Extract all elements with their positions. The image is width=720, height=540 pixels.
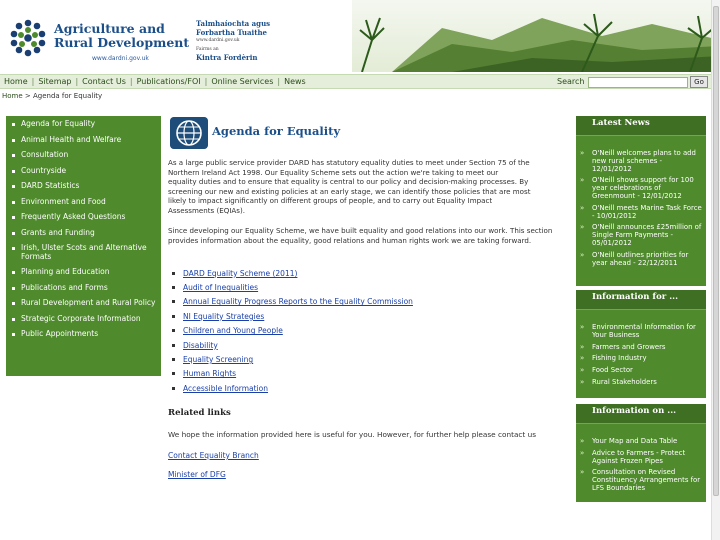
sidebar-item-label: Strategic Corporate Information — [21, 313, 141, 323]
related-links-heading: Related links — [168, 408, 231, 418]
news-item-text: O'Neill meets Marine Task Force - 10/01/2012 — [592, 203, 702, 220]
link-contact-equality-branch[interactable]: Contact Equality Branch — [168, 451, 259, 460]
sidebar-item-publications-forms[interactable] — [10, 284, 157, 293]
site-url: www.dardni.gov.uk — [92, 55, 149, 62]
double-arrow-icon: » — [580, 366, 585, 375]
latest-news-title: Latest News — [576, 116, 706, 136]
list-item — [172, 338, 413, 352]
help-text: We hope the information provided here is useful for you. However, for further help please contact us — [168, 430, 537, 439]
nav-separator: | — [129, 77, 133, 86]
bullet-icon — [172, 300, 175, 303]
breadcrumb — [2, 92, 102, 100]
nav-sitemap[interactable]: Sitemap — [38, 77, 72, 86]
double-arrow-icon: » — [580, 176, 585, 185]
info-for-item-text: Rural Stakeholders — [592, 377, 657, 386]
sidebar-item-label: Animal Health and Welfare — [21, 134, 122, 144]
bullet-icon — [172, 315, 175, 318]
sidebar-item-label: Planning and Education — [21, 267, 110, 276]
info-on-item-text: Consultation on Revised Constituency Arrangements for LFS Boundaries — [592, 468, 701, 492]
info-for-item[interactable] — [580, 367, 702, 375]
irish-line3: Kintra Fordèrin — [196, 53, 258, 62]
information-on-panel — [576, 404, 706, 502]
bullet-icon — [12, 247, 15, 250]
news-item[interactable] — [580, 224, 702, 247]
info-for-item-text: Fishing Industry — [592, 354, 647, 363]
double-arrow-icon: » — [580, 223, 585, 232]
double-arrow-icon: » — [580, 448, 585, 457]
sidebar-item-strategic-corporate[interactable] — [10, 315, 157, 324]
info-on-item-text: Your Map and Data Table — [592, 437, 678, 445]
link-minister[interactable]: Minister of DFG — [168, 470, 226, 479]
intro-line: likely to impact significantly on different groups of people, and to carry out Equality Impact — [168, 196, 493, 205]
sidebar-item-label: Grants and Funding — [21, 227, 95, 237]
double-arrow-icon: » — [580, 377, 585, 386]
sidebar-item-environment-food[interactable] — [10, 198, 157, 207]
sidebar-item-dard-statistics[interactable] — [10, 182, 157, 191]
info-for-item[interactable] — [580, 379, 702, 387]
left-sidebar — [6, 116, 161, 376]
bullet-icon — [172, 358, 175, 361]
news-item-text: O'Neill announces £25million of Single Farm Payments - 05/01/2012 — [592, 223, 702, 247]
bullet-icon — [12, 154, 15, 157]
breadcrumb-home[interactable]: Home — [2, 92, 23, 100]
link-ni-equality-strategies[interactable]: NI Equality Strategies — [183, 311, 265, 321]
sidebar-item-public-appointments[interactable] — [10, 330, 157, 339]
vertical-scrollbar[interactable] — [711, 0, 720, 540]
link-equality-screening[interactable]: Equality Screening — [183, 355, 254, 365]
search-input[interactable] — [588, 77, 688, 88]
bullet-icon — [172, 344, 175, 347]
header-landscape-image — [352, 0, 720, 72]
breadcrumb-separator: > — [22, 92, 33, 100]
double-arrow-icon: » — [580, 342, 585, 351]
list-item — [172, 295, 413, 309]
scrollbar-thumb[interactable] — [713, 6, 719, 496]
information-on-list — [576, 424, 706, 501]
news-item-text: O'Neill shows support for 100 year celebrations of Greenmount - 12/01/2012 — [592, 176, 694, 200]
sidebar-item-label: Irish, Ulster Scots and Alternative Formats — [21, 243, 147, 261]
nav-news[interactable]: News — [284, 77, 306, 86]
list-item — [172, 367, 413, 381]
list-item — [172, 266, 413, 280]
bullet-icon — [12, 123, 15, 126]
breadcrumb-current: Agenda for Equality — [33, 92, 103, 100]
scheme-line: provides information about the equality, good relations and human rights work we are taking forward. — [168, 235, 532, 245]
double-arrow-icon: » — [580, 468, 585, 477]
equality-link-list — [172, 266, 413, 396]
bullet-icon — [12, 201, 15, 204]
double-arrow-icon: » — [580, 203, 585, 212]
sidebar-item-label: Agenda for Equality — [21, 119, 96, 128]
intro-line: equality duties and to ensure that equality is central to our policy and decision-making processes. By — [168, 177, 529, 186]
sidebar-item-rural-development[interactable] — [10, 299, 157, 308]
list-item — [172, 352, 413, 366]
nav-separator: | — [204, 77, 208, 86]
bullet-icon — [172, 329, 175, 332]
nav-items — [2, 77, 308, 86]
scheme-line: Since developing our Equality Scheme, we have built equality and good relations into our work. This section — [168, 226, 553, 235]
double-arrow-icon: » — [580, 323, 585, 331]
bullet-icon — [12, 287, 15, 290]
intro-line: screening our new and existing policies at an early stage, we can identify those policies that are most — [168, 186, 531, 196]
nav-separator: | — [277, 77, 281, 86]
irish-line2: Forbartha Tuaithe — [196, 27, 267, 37]
site-title-line1: Agriculture and — [54, 21, 165, 36]
list-item — [172, 381, 413, 395]
sidebar-item-label: DARD Statistics — [21, 181, 80, 190]
news-item-text: O'Neill welcomes plans to add new rural schemes - 12/01/2012 — [592, 149, 696, 173]
double-arrow-icon: » — [580, 149, 585, 157]
info-for-item[interactable] — [580, 355, 702, 363]
dard-logo-icon[interactable] — [8, 18, 48, 58]
link-human-rights[interactable]: Human Rights — [183, 369, 237, 379]
nav-publications[interactable]: Publications/FOI — [136, 77, 201, 86]
intro-paragraph — [168, 158, 564, 215]
sidebar-item-label: Consultation — [21, 150, 69, 159]
double-arrow-icon: » — [580, 437, 585, 445]
irish-small1: www.dardni.gov.uk — [196, 38, 240, 43]
news-item[interactable] — [580, 205, 702, 221]
bullet-icon — [172, 272, 175, 275]
list-item — [172, 309, 413, 323]
bullet-icon — [12, 302, 15, 305]
sidebar-item-grants-funding[interactable] — [10, 229, 157, 238]
irish-line1: Talmhaíochta agus — [196, 19, 271, 28]
sidebar-item-label: Frequently Asked Questions — [21, 212, 126, 221]
site-title-line2: Rural Development — [54, 35, 190, 50]
link-progress-reports[interactable]: Annual Equality Progress Reports to the Equality Commission — [183, 297, 413, 307]
site-title[interactable] — [54, 22, 189, 50]
nav-separator: | — [75, 77, 79, 86]
info-on-item[interactable] — [580, 450, 702, 466]
latest-news-list — [576, 136, 706, 275]
sidebar-item-consultation[interactable] — [10, 151, 157, 160]
news-item[interactable] — [580, 252, 702, 268]
nav-contact-us[interactable]: Contact Us — [82, 77, 126, 86]
bullet-icon — [12, 333, 15, 336]
information-for-panel — [576, 290, 706, 398]
sidebar-item-animal-health[interactable] — [10, 136, 157, 145]
bullet-icon — [172, 387, 175, 390]
double-arrow-icon: » — [580, 250, 585, 259]
main-nav — [0, 74, 720, 89]
site-header — [0, 0, 720, 72]
bullet-icon — [12, 185, 15, 188]
link-disability[interactable]: Disability — [183, 340, 218, 350]
bullet-icon — [12, 139, 15, 142]
sidebar-item-label: Environment and Food — [21, 196, 106, 206]
sidebar-item-label: Countryside — [21, 165, 67, 175]
info-on-item[interactable] — [580, 438, 702, 446]
search-label: Search — [557, 77, 585, 86]
info-for-item[interactable] — [580, 324, 702, 340]
link-audit-inequalities[interactable]: Audit of Inequalities — [183, 283, 259, 293]
info-for-item[interactable] — [580, 344, 702, 352]
scheme-paragraph — [168, 226, 564, 245]
information-on-title: Information on ... — [576, 404, 706, 424]
bullet-icon — [12, 170, 15, 173]
sidebar-item-label: Public Appointments — [21, 329, 99, 338]
sidebar-item-faq[interactable] — [10, 213, 157, 222]
sidebar-item-label: Publications and Forms — [21, 282, 108, 292]
sidebar-item-planning-education[interactable] — [10, 268, 157, 277]
bullet-icon — [172, 286, 175, 289]
info-for-item-text: Food Sector — [592, 366, 633, 375]
link-equality-scheme[interactable]: DARD Equality Scheme (2011) — [183, 268, 298, 278]
info-for-item-text: Farmers and Growers — [592, 342, 666, 351]
irish-small2: Fairms an — [196, 46, 219, 52]
list-item — [172, 324, 413, 338]
page-title: Agenda for Equality — [212, 124, 341, 138]
intro-line: As a large public service provider DARD has statutory equality duties to meet under Section 75 of the — [168, 158, 530, 167]
globe-icon — [170, 117, 208, 149]
information-for-title: Information for ... — [576, 290, 706, 310]
bullet-icon — [12, 271, 15, 274]
nav-online-services[interactable]: Online Services — [211, 77, 274, 86]
info-on-item[interactable] — [580, 469, 702, 492]
link-children-young-people[interactable]: Children and Young People — [183, 326, 283, 336]
search-go-button[interactable]: Go — [690, 76, 708, 88]
nav-home[interactable]: Home — [4, 77, 28, 86]
info-on-item-text: Advice to Farmers - Protect Against Frozen Pipes — [592, 448, 686, 465]
intro-line: Assessments (EQIAs). — [168, 205, 245, 215]
info-for-item-text: Environmental Information for Your Business — [592, 323, 696, 339]
news-item[interactable] — [580, 150, 702, 173]
bullet-icon — [172, 372, 175, 375]
information-for-list — [576, 310, 706, 395]
bullet-icon — [12, 318, 15, 321]
sidebar-item-label: Rural Development and Rural Policy — [21, 298, 156, 307]
double-arrow-icon: » — [580, 354, 585, 363]
latest-news-panel — [576, 116, 706, 286]
link-accessible-information[interactable]: Accessible Information — [183, 383, 269, 393]
irish-title — [196, 20, 270, 63]
news-item[interactable] — [580, 177, 702, 200]
bullet-icon — [12, 232, 15, 235]
bullet-icon — [12, 216, 15, 219]
nav-separator: | — [31, 77, 35, 86]
sidebar-item-countryside[interactable] — [10, 167, 157, 176]
sidebar-item-agenda-for-equality[interactable] — [10, 120, 157, 129]
list-item — [172, 280, 413, 294]
intro-line: Northern Ireland Act 1998. Our Equality Scheme sets out the action we're taking to meet our — [168, 167, 499, 177]
sidebar-item-alternative-formats[interactable] — [10, 244, 157, 261]
main-content — [168, 114, 564, 534]
news-item-text: O'Neill outlines priorities for year ahead - 22/12/2011 — [592, 250, 689, 267]
